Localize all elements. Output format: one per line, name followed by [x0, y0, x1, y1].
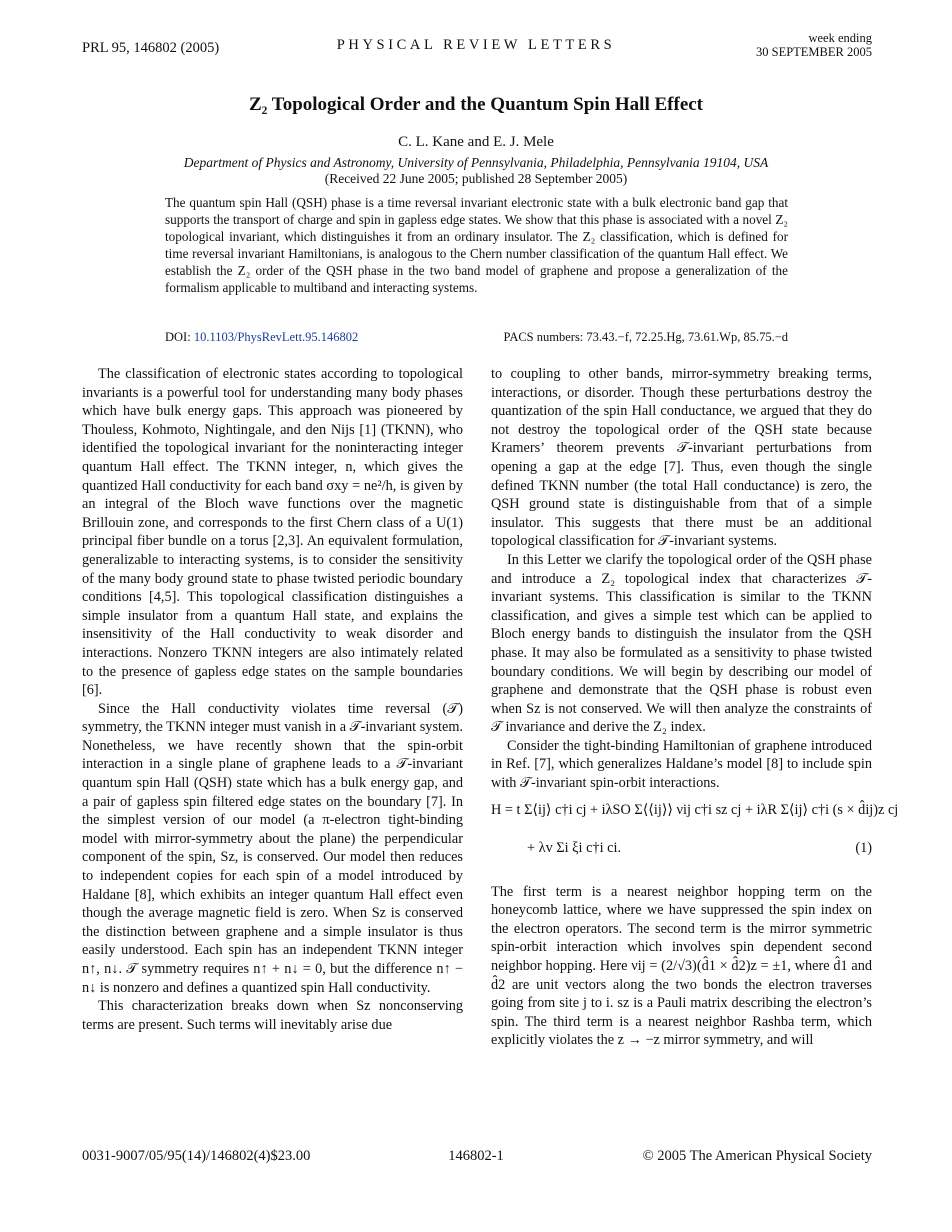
- equation-line-2: + λv Σi ξi c†i ci.: [527, 839, 622, 856]
- authors: C. L. Kane and E. J. Mele: [398, 134, 554, 150]
- paragraph: In this Letter we clarify the topological order of the QSH phase and introduce a Z₂ topological index that characterizes 𝒯-invariant systems. This classification is similar to the TKNN classification, and gives a simple test which can be applied to Bloch energy bands to distinguish the insulator from the QSH phase. It may also be formulated as a sensitivity to phase twisted boundary conditions. We will begin by describing our model of graphene and demonstrate that the QSH phase is robust even when Sz is not conserved. We will then analyze the constraints of 𝒯 invariance and derive the Z₂ index.: [491, 551, 872, 736]
- doi-label: DOI:: [165, 330, 191, 344]
- equation-line-1: H = t Σ⟨ij⟩ c†i cj + iλSO Σ⟨⟨ij⟩⟩ νij c†i sz cj + iλR Σ⟨ij⟩ c†i (s × d̂ij)z cj: [491, 801, 899, 818]
- footer-code: 0031-9007/05/95(14)/146802(4)$23.00: [82, 1148, 311, 1164]
- paragraph: The first term is a nearest neighbor hopping term on the honeycomb lattice, where we have suppressed the spin index on the electron operators. The second term is the mirror symmetric spin-orbit interaction which involves spin dependent second neighbor hopping. Here νij = (2/√3)(d̂1 × d̂2)z = ±1, where d̂1 and d̂2 are unit vectors along the two bonds the electron traverses going from site j to i. sz is a Pauli matrix describing the electron’s spin. The third term is a nearest neighbor Rashba term, which explicitly violates the z → −z mirror symmetry, and will: [491, 883, 872, 1049]
- copyright: © 2005 The American Physical Society: [642, 1148, 872, 1164]
- equation-1: [491, 799, 899, 873]
- doi-link[interactable]: 10.1103/PhysRevLett.95.146802: [193, 330, 359, 344]
- issue-date: [756, 31, 872, 59]
- paper-title: Z₂ Topological Order and the Quantum Spin Hall Effect: [248, 94, 704, 115]
- received-dates: (Received 22 June 2005; published 28 September 2005): [324, 171, 628, 186]
- right-column: [491, 365, 899, 1050]
- week-label: week ending: [808, 31, 872, 45]
- abstract: The quantum spin Hall (QSH) phase is a time reversal invariant electronic state with a bulk electronic band gap that supports the transport of charge and spin in gapless edge states. We show that this phase is associated with a novel Z₂ topological invariant, which distinguishes it from an ordinary insulator. The Z₂ classification, which is defined for time reversal invariant Hamiltonians, is analogous to the Chern number classification of the quantum Hall effect. We establish the Z₂ order of the QSH phase in the two band model of graphene and propose a generalization of the formalism applicable to multiband and interacting systems.: [165, 195, 788, 295]
- week-date: 30 SEPTEMBER 2005: [756, 45, 872, 59]
- page-number: 146802-1: [448, 1148, 504, 1164]
- pacs-numbers: PACS numbers: 73.43.−f, 72.25.Hg, 73.61.Wp, 85.75.−d: [503, 330, 788, 344]
- equation-number: (1): [855, 839, 872, 856]
- paragraph: This characterization breaks down when Sz nonconserving terms are present. Such terms will inevitably arise due: [82, 998, 463, 1033]
- paragraph: Consider the tight-binding Hamiltonian of graphene introduced in Ref. [7], which generalizes Haldane’s model [8] to include spin with 𝒯-invariant spin-orbit interactions.: [491, 737, 872, 792]
- doi: [165, 330, 358, 345]
- affiliation: Department of Physics and Astronomy, University of Pennsylvania, Philadelphia, Pennsylvania 19104, USA: [183, 155, 769, 170]
- journal-reference: PRL 95, 146802 (2005): [82, 40, 220, 56]
- paragraph: Since the Hall conductivity violates time reversal (𝒯) symmetry, the TKNN integer must vanish in a 𝒯-invariant system. Nonetheless, we have recently shown that the spin-orbit interaction in a single plane of graphene leads to a 𝒯-invariant quantum spin Hall (QSH) state which has a bulk energy gap, and a pair of gapless spin filtered edge states on the boundary [7]. In the simplest version of our model (a π-electron tight-binding model with mirror-symmetry about the plane) the perpendicular component of the spin, Sz, is conserved. Our model then reduces to independent copies for each spin of a model introduced by Haldane [8], which exhibits an integer quantum Hall effect even though the average magnetic field is zero. When Sz is conserved the distinction between graphene and a simple insulator is thus easily understood. Each spin has an independent TKNN integer n↑, n↓. 𝒯 symmetry requires n↑ + n↓ = 0, but the difference n↑ − n↓ is nonzero and defines a quantized spin Hall conductivity.: [82, 700, 464, 996]
- journal-name: PHYSICAL REVIEW LETTERS: [336, 37, 616, 53]
- paragraph: The classification of electronic states according to topological invariants is a powerful tool for understanding many body phases which have bulk energy gaps. This approach was pioneered by Thouless, Kohmoto, Nightingale, and den Nijs [1] (TKNN), who identified the topological invariant for the noninteracting integer quantum Hall effect. The TKNN integer, n, which gives the quantized Hall conductivity for each band σxy = ne²/h, is given by an integral of the Bloch wave functions over the magnetic Brillouin zone, and corresponds to the first Chern class of a U(1) principal fiber bundle on a torus [2,3]. An equivalent formulation, generalizable to interacting systems, is to consider the sensitivity of the many body ground state to phase twisted periodic boundary conditions [4,5]. This topological classification distinguishes a simple insulator from a quantum Hall state, and explains the insensitivity of the Hall conductivity to weak disorder and interactions. Nonzero TKNN integers are also intimately related to the presence of gapless edge states on the sample boundaries [6].: [82, 366, 463, 699]
- left-column: [82, 365, 463, 1034]
- paragraph: to coupling to other bands, mirror-symmetry breaking terms, interactions, or disorder. Though these perturbations destroy the quantization of the spin Hall conductance, we argued that they do not destroy the topological order of the QSH state because Kramers’ theorem prevents 𝒯-invariant perturbations from opening a gap at the edge [7]. Thus, even though the single defined TKNN number (the total Hall conductance) is zero, the QSH ground state is distinguishable from that of a simple insulator. This suggests that there must be an additional topological classification for 𝒯-invariant systems.: [491, 366, 872, 550]
